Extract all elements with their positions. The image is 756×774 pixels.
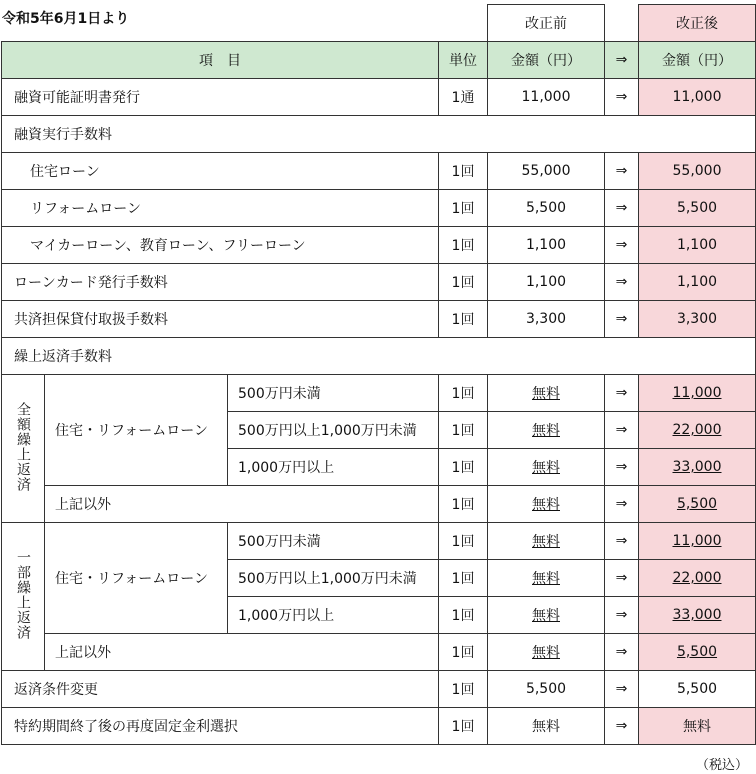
- tier-range: 500万円未満: [228, 375, 439, 412]
- row-before: 1,100: [488, 227, 605, 264]
- header-arrow: ⇒: [605, 42, 639, 79]
- table-row: [2, 79, 756, 116]
- row-unit: 1回: [439, 634, 488, 671]
- row-after-text: 33,000: [672, 607, 722, 623]
- row-unit: 1回: [439, 486, 488, 523]
- row-before: [488, 597, 605, 634]
- row-after: [639, 375, 756, 412]
- row-label: リフォームローン: [2, 190, 439, 227]
- table-row: [2, 264, 756, 301]
- row-after: [639, 449, 756, 486]
- row-before-text: 無料: [532, 571, 560, 587]
- table-row: [2, 227, 756, 264]
- before-label: 改正前: [488, 5, 605, 42]
- row-after: 5,500: [639, 671, 756, 708]
- row-after: [639, 523, 756, 560]
- row-after: [639, 412, 756, 449]
- row-arrow: ⇒: [605, 449, 639, 486]
- row-arrow: ⇒: [605, 375, 639, 412]
- table-row: [2, 523, 756, 560]
- row-after-text: 5,500: [676, 644, 718, 660]
- row-after: 11,000: [639, 79, 756, 116]
- row-after: 無料: [639, 708, 756, 745]
- after-label: 改正後: [639, 5, 756, 42]
- table-row: [2, 153, 756, 190]
- row-arrow: ⇒: [605, 597, 639, 634]
- row-label: マイカーローン、教育ローン、フリーローン: [2, 227, 439, 264]
- partial-repay-loan-label: 住宅・リフォームローン: [45, 523, 228, 634]
- section-label: 融資実行手数料: [2, 116, 756, 153]
- row-arrow: ⇒: [605, 227, 639, 264]
- row-arrow: ⇒: [605, 301, 639, 338]
- tier-range: 500万円以上1,000万円未満: [228, 412, 439, 449]
- row-label: 特約期間終了後の再度固定金利選択: [2, 708, 439, 745]
- row-before-text: 無料: [532, 534, 560, 550]
- row-unit: 1回: [439, 301, 488, 338]
- row-after: [639, 634, 756, 671]
- row-after: 1,100: [639, 227, 756, 264]
- partial-repay-group-label: [2, 523, 45, 671]
- row-after: [639, 597, 756, 634]
- row-unit: 1回: [439, 375, 488, 412]
- row-after: 3,300: [639, 301, 756, 338]
- row-unit: 1回: [439, 153, 488, 190]
- row-after: 5,500: [639, 190, 756, 227]
- row-arrow: ⇒: [605, 190, 639, 227]
- row-arrow: ⇒: [605, 153, 639, 190]
- full-repay-group-text: 全額繰上返済: [15, 401, 31, 492]
- row-after: 55,000: [639, 153, 756, 190]
- row-before: [488, 412, 605, 449]
- row-label: 返済条件変更: [2, 671, 439, 708]
- table-row: [2, 375, 756, 412]
- table-row: [2, 708, 756, 745]
- table-row: [2, 634, 756, 671]
- row-label: 上記以外: [45, 634, 439, 671]
- header-item: 項 目: [2, 42, 439, 79]
- row-before: 3,300: [488, 301, 605, 338]
- header-amount-after: 金額（円）: [639, 42, 756, 79]
- row-after-text: 22,000: [672, 422, 722, 438]
- row-after: [639, 560, 756, 597]
- table-row: [2, 486, 756, 523]
- row-arrow: ⇒: [605, 523, 639, 560]
- row-before: [488, 523, 605, 560]
- row-arrow: ⇒: [605, 264, 639, 301]
- row-after-text: 11,000: [672, 533, 722, 549]
- row-arrow: ⇒: [605, 560, 639, 597]
- table-row: [2, 301, 756, 338]
- row-before: 11,000: [488, 79, 605, 116]
- fee-table: [1, 4, 756, 745]
- tier-range: 500万円以上1,000万円未満: [228, 560, 439, 597]
- row-unit: 1回: [439, 264, 488, 301]
- header-unit: 単位: [439, 42, 488, 79]
- row-before-text: 無料: [532, 386, 560, 402]
- row-unit: 1回: [439, 671, 488, 708]
- row-arrow: ⇒: [605, 671, 639, 708]
- row-label: 共済担保貸付取扱手数料: [2, 301, 439, 338]
- row-before-text: 無料: [532, 423, 560, 439]
- row-unit: 1回: [439, 449, 488, 486]
- section-label: 繰上返済手数料: [2, 338, 756, 375]
- row-after: 1,100: [639, 264, 756, 301]
- row-unit: 1回: [439, 523, 488, 560]
- header-row: [2, 42, 756, 79]
- row-before: 1,100: [488, 264, 605, 301]
- tier-range: 500万円未満: [228, 523, 439, 560]
- row-unit: 1回: [439, 190, 488, 227]
- effective-date: 令和5年6月1日より: [2, 11, 130, 27]
- tier-range: 1,000万円以上: [228, 449, 439, 486]
- row-before: [488, 634, 605, 671]
- row-before: 55,000: [488, 153, 605, 190]
- tax-note: （税込）: [695, 758, 748, 773]
- row-before: 5,500: [488, 671, 605, 708]
- row-unit: 1通: [439, 79, 488, 116]
- row-arrow: ⇒: [605, 708, 639, 745]
- section-row: [2, 116, 756, 153]
- row-after-text: 11,000: [672, 385, 722, 401]
- table-row: [2, 190, 756, 227]
- row-after-text: 22,000: [672, 570, 722, 586]
- tier-range: 1,000万円以上: [228, 597, 439, 634]
- row-arrow: ⇒: [605, 412, 639, 449]
- row-after-text: 33,000: [672, 459, 722, 475]
- row-arrow: ⇒: [605, 486, 639, 523]
- row-before: [488, 375, 605, 412]
- row-before-text: 無料: [532, 645, 560, 661]
- table-row: [2, 671, 756, 708]
- row-label: 融資可能証明書発行: [2, 79, 439, 116]
- row-unit: 1回: [439, 412, 488, 449]
- partial-repay-group-text: 一部繰上返済: [15, 549, 31, 640]
- row-before: 無料: [488, 708, 605, 745]
- row-label: ローンカード発行手数料: [2, 264, 439, 301]
- row-unit: 1回: [439, 560, 488, 597]
- row-label: 住宅ローン: [2, 153, 439, 190]
- row-arrow: ⇒: [605, 634, 639, 671]
- row-before-text: 無料: [532, 608, 560, 624]
- row-before: [488, 449, 605, 486]
- header-amount-before: 金額（円）: [488, 42, 605, 79]
- row-before-text: 無料: [532, 497, 560, 513]
- row-after-text: 5,500: [676, 496, 718, 512]
- row-before: [488, 560, 605, 597]
- row-label: 上記以外: [45, 486, 439, 523]
- row-after: [639, 486, 756, 523]
- row-unit: 1回: [439, 708, 488, 745]
- section-row: [2, 338, 756, 375]
- row-before: 5,500: [488, 190, 605, 227]
- row-arrow: ⇒: [605, 79, 639, 116]
- full-repay-group-label: [2, 375, 45, 523]
- row-before-text: 無料: [532, 460, 560, 476]
- row-unit: 1回: [439, 227, 488, 264]
- row-unit: 1回: [439, 597, 488, 634]
- full-repay-loan-label: 住宅・リフォームローン: [45, 375, 228, 486]
- row-before: [488, 486, 605, 523]
